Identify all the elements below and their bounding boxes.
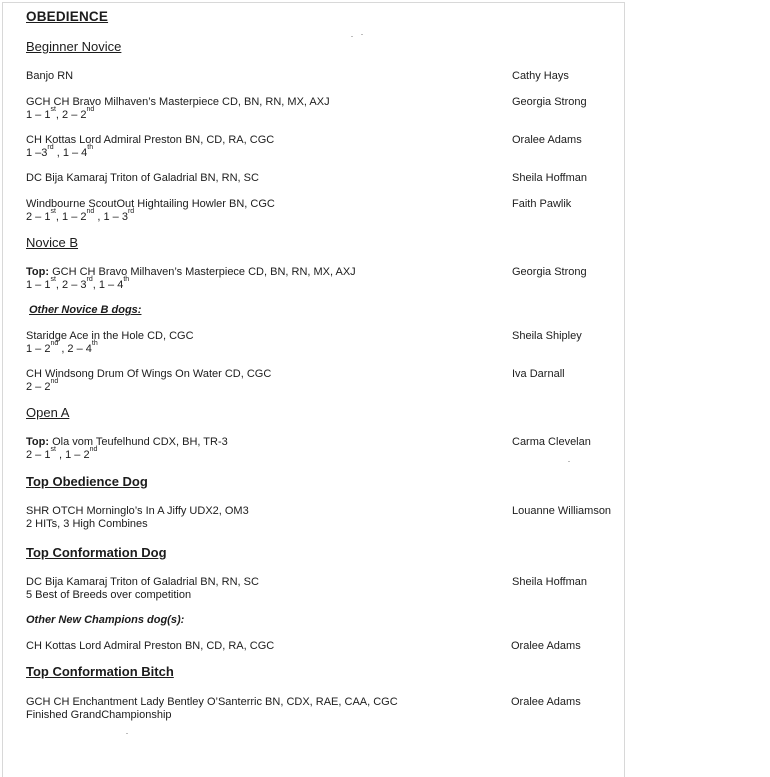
dog-name: Staridge Ace in the Hole CD, CGC (26, 330, 194, 342)
placement-results: 1 –3rd , 1 – 4th (26, 144, 94, 159)
owner-name: Georgia Strong (512, 266, 587, 278)
owner-name: Georgia Strong (512, 96, 587, 108)
subheading-other-novice-b: Other Novice B dogs: (29, 304, 142, 316)
section-heading-top-conformation-dog: Top Conformation Dog (26, 545, 167, 560)
scan-speck (126, 733, 128, 734)
placement-results: 1 – 1st, 2 – 3rd, 1 – 4th (26, 276, 130, 291)
dog-name: GCH CH Bravo Milhaven’s Masterpiece CD, BN, RN, MX, AXJ (26, 96, 330, 108)
dog-name: Top: Ola vom Teufelhund CDX, BH, TR-3 (26, 436, 228, 448)
dog-name: Banjo RN (26, 70, 74, 82)
achievement-note: 5 Best of Breeds over competition (26, 589, 192, 601)
owner-name: Oralee Adams (511, 640, 581, 652)
page-title: OBEDIENCE (26, 9, 109, 24)
section-heading-open-a: Open A (26, 405, 70, 420)
owner-name: Sheila Hoffman (512, 576, 588, 588)
document-page (2, 2, 625, 777)
section-heading-novice-b: Novice B (26, 235, 79, 250)
dog-name: DC Bija Kamaraj Triton of Galadrial BN, RN, SC (26, 172, 259, 184)
owner-name: Carma Clevelan (512, 436, 591, 448)
placement-results: 1 – 2nd , 2 – 4th (26, 340, 98, 355)
scan-speck (361, 34, 363, 35)
owner-name: Cathy Hays (512, 70, 569, 82)
placement-results: 2 – 1st, 1 – 2nd , 1 – 3rd (26, 208, 135, 223)
top-label: Top: (26, 266, 50, 278)
dog-name: DC Bija Kamaraj Triton of Galadrial BN, RN, SC (26, 576, 259, 588)
dog-name: Top: GCH CH Bravo Milhaven’s Masterpiece CD, BN, RN, MX, AXJ (26, 266, 356, 278)
dog-name: CH Kottas Lord Admiral Preston BN, CD, RA, CGC (26, 640, 275, 652)
achievement-note: Finished GrandChampionship (26, 709, 172, 721)
owner-name: Sheila Shipley (512, 330, 582, 342)
top-label: Top: (26, 436, 50, 448)
owner-name: Iva Darnall (512, 368, 565, 380)
owner-name: Oralee Adams (511, 696, 581, 708)
section-heading-top-conformation-bitch: Top Conformation Bitch (26, 664, 174, 679)
dog-name: CH Kottas Lord Admiral Preston BN, CD, RA, CGC (26, 134, 275, 146)
dog-name: Windbourne ScoutOut Hightailing Howler BN, CGC (26, 198, 275, 210)
owner-name: Sheila Hoffman (512, 172, 588, 184)
placement-results: 1 – 1st, 2 – 2nd (26, 106, 95, 121)
section-heading-beginner-novice: Beginner Novice (26, 39, 122, 54)
section-heading-top-obedience-dog: Top Obedience Dog (26, 474, 148, 489)
scan-speck (568, 461, 570, 462)
owner-name: Oralee Adams (512, 134, 582, 146)
achievement-note: 2 HITs, 3 High Combines (26, 518, 148, 530)
scan-speck (351, 36, 353, 37)
dog-name: SHR OTCH Morninglo’s In A Jiffy UDX2, OM3 (26, 505, 249, 517)
owner-name: Faith Pawlik (512, 198, 572, 210)
subheading-other-new-champions: Other New Champions dog(s): (26, 614, 185, 626)
placement-results: 2 – 1st , 1 – 2nd (26, 446, 98, 461)
dog-name: GCH CH Enchantment Lady Bentley O’Santerric BN, CDX, RAE, CAA, CGC (26, 696, 398, 708)
placement-results: 2 – 2nd (26, 378, 59, 393)
owner-name: Louanne Williamson (512, 505, 612, 517)
dog-name: CH Windsong Drum Of Wings On Water CD, CGC (26, 368, 272, 380)
